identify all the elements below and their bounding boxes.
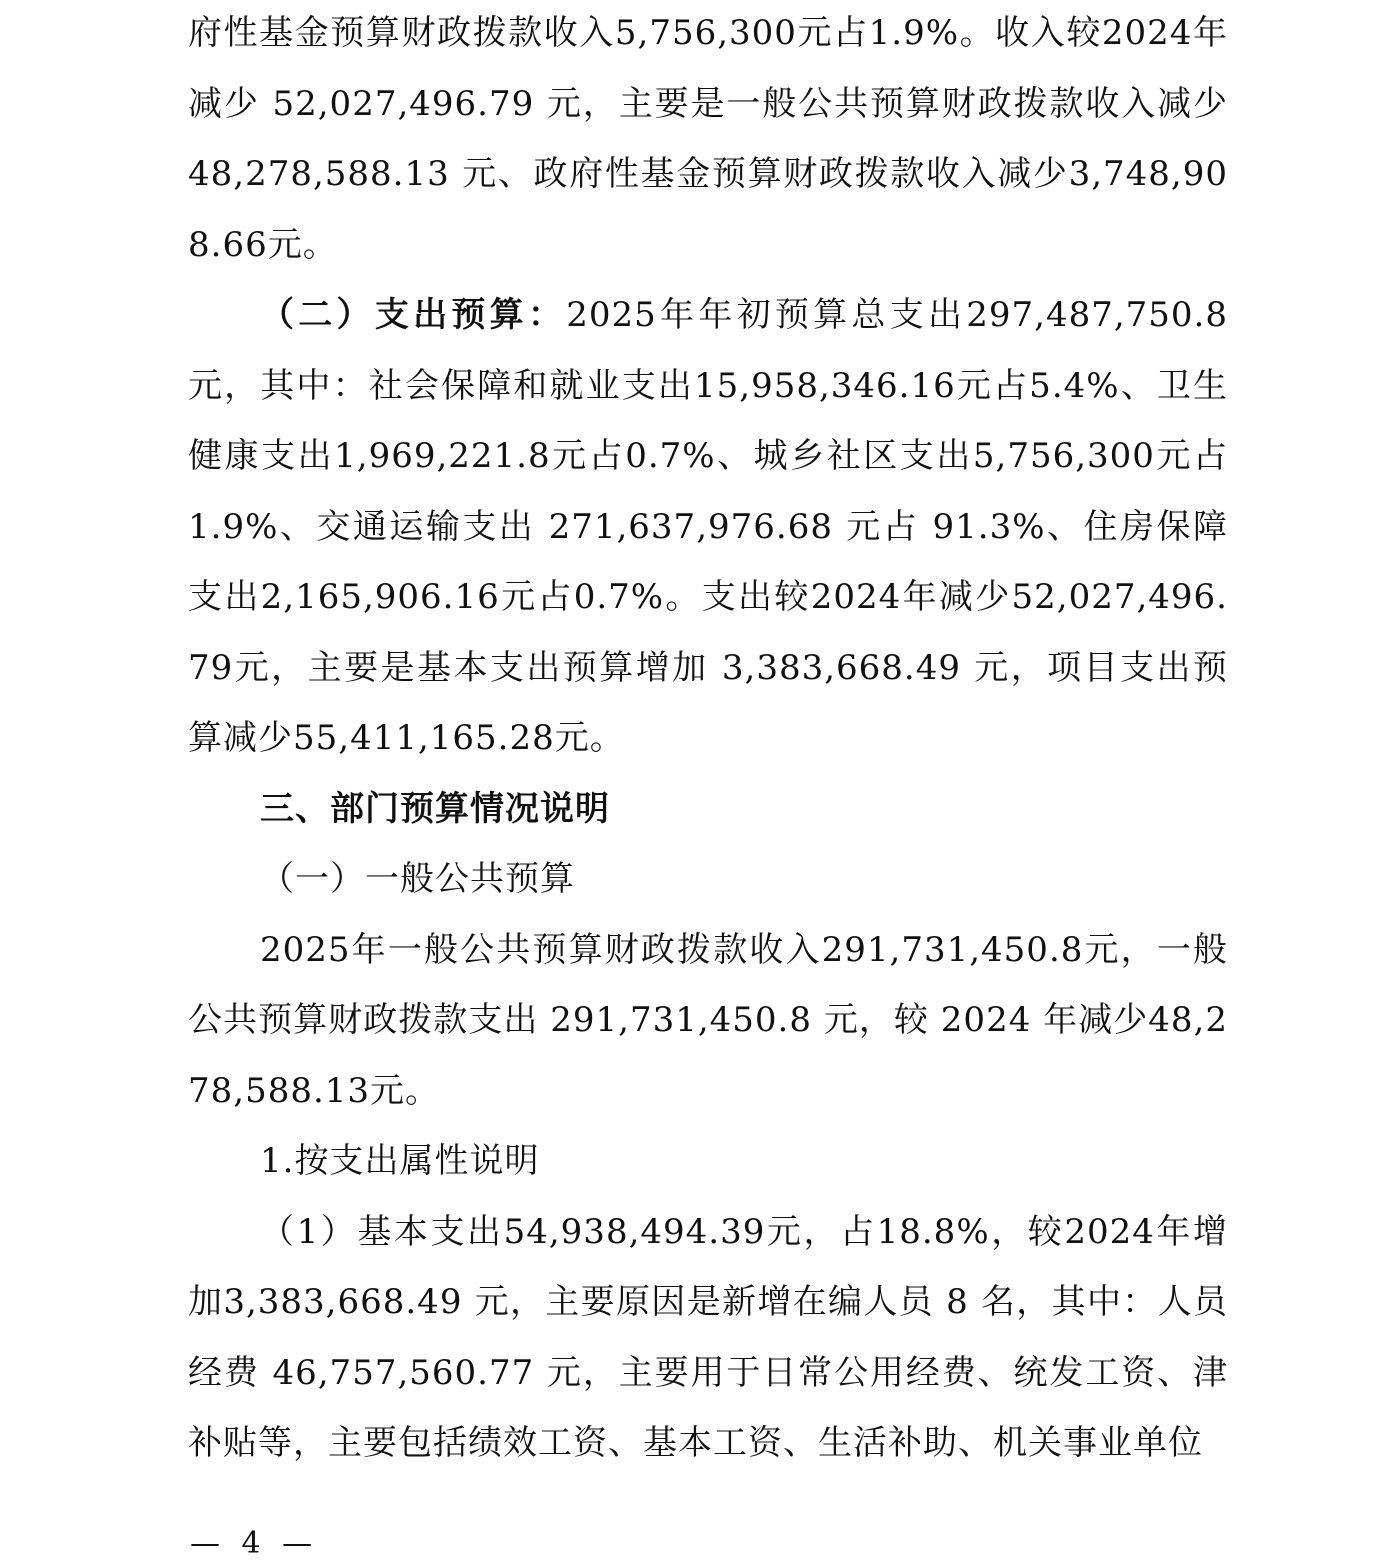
section-heading-3: 三、部门预算情况说明 bbox=[260, 788, 610, 829]
paragraph-expenditure-budget bbox=[188, 280, 1228, 774]
subsection-heading-general-budget: （一）一般公共预算 bbox=[260, 859, 575, 899]
expenditure-budget-label: （二）支出预算： bbox=[260, 295, 567, 335]
paragraph-general-budget: 2025年一般公共预算财政拨款收入291,731,450.8元，一般公共预算财政拨款支出 291,731,450.8 元，较 2024 年减少48,278,588.13元。 bbox=[188, 929, 1228, 1111]
document-body bbox=[188, 0, 1228, 1479]
paragraph-basic-expenditure: （1）基本支出54,938,494.39元，占18.8%，较2024年增加3,383,668.49 元，主要原因是新增在编人员 8 名，其中：人员经费 46,757,560.77 元，主要用于日常公用经费、统发工资、津补贴等，主要包括绩效工资、基本工资、生活补助、机关事业单位 bbox=[188, 1211, 1228, 1463]
item-heading-by-attribute: 1.按支出属性说明 bbox=[260, 1141, 540, 1181]
page-number: — 4 — bbox=[190, 1526, 319, 1561]
paragraph-revenue-summary: 府性基金预算财政拨款收入5,756,300元占1.9%。收入较2024年减少 52,027,496.79 元，主要是一般公共预算财政拨款收入减少48,278,588.13 元、政府性基金预算财政拨款收入减少3,748,908.66元。 bbox=[188, 13, 1228, 265]
expenditure-budget-text: 2025年年初预算总支出297,487,750.8元，其中：社会保障和就业支出15,958,346.16元占5.4%、卫生健康支出1,969,221.8元占0.7%、城乡社区支出5,756,300元占1.9%、交通运输支出 271,637,976.68 元占 91.3%、住房保障支出2,165,906.16元占0.7%。支出较2024年减少52,027,496.79元，主要是基本支出预算增加 3,383,668.49 元，项目支出预算减少55,411,165.28元。 bbox=[188, 295, 1229, 758]
